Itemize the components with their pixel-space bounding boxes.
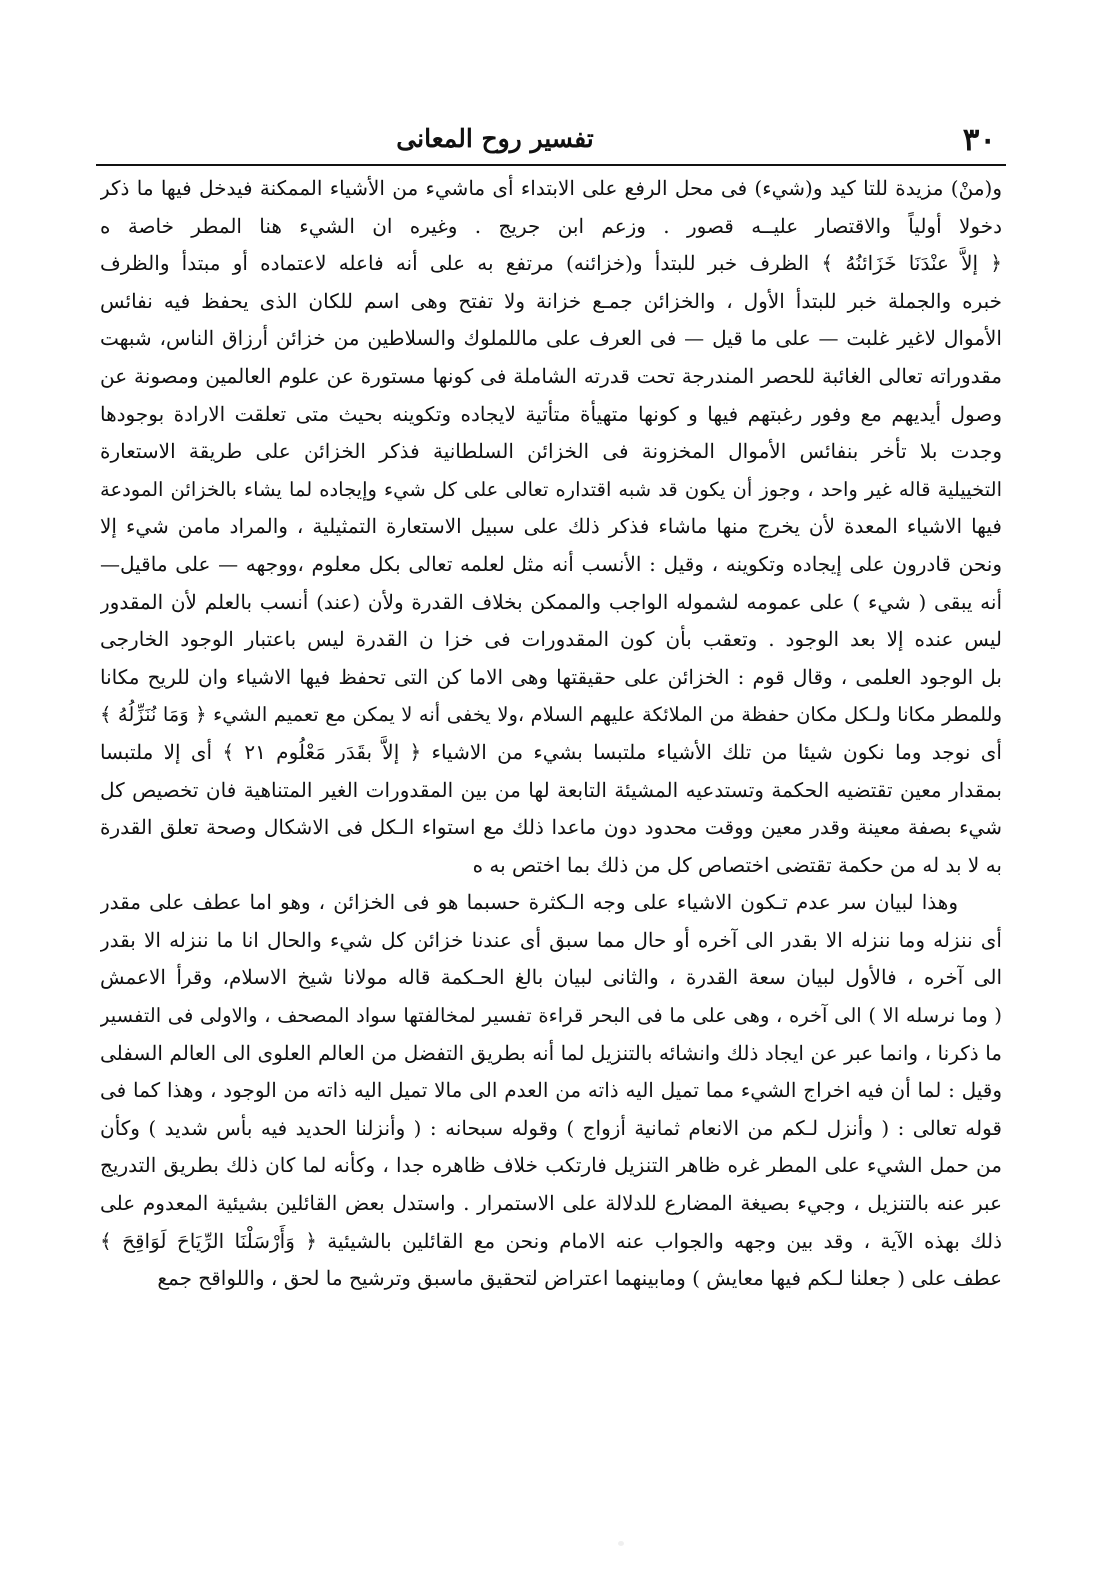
text-line: أى نوجد وما نكون شيئا من تلك الأشياء ملتبسا بشيء من الاشياء ﴿ إلاَّ بقَدَر مَعْلُوم ٢١ ﴾ أى إلا ملتبسا — [100, 739, 1002, 764]
text-line: أنه يبقى ( شيء ) على عمومه لشموله الواجب والممكن بخلاف القدرة ولأن (عند) أنسب بالعلم لأن المقدور — [100, 589, 1002, 614]
running-title: تفسير روح المعانى — [396, 124, 594, 153]
text-line: الأموال لاغير غلبت — على ما قيل — فى العرف على ماللملوك والسلاطين من خزائن أرزاق الناس، شبهت — [100, 326, 1002, 351]
text-line: دخولا أولياً والاقتصار عليــه قصور . وزعم ابن جريج . وغيره ان الشيء هنا المطر خاصة ه — [100, 213, 1002, 238]
page-number: ٣٠ — [962, 122, 996, 158]
text-line: وللمطر مكانا ولـكل مكان حفظة من الملائكة عليهم السلام ،ولا يخفى أنه لا يمكن مع تعميم الشيء ﴿ وَمَا نُنَزِّلُهُ ﴾ — [100, 703, 1002, 727]
text-line: ( وما نرسله الا ) الى آخره ، وهى على ما فى البحر قراءة تفسير لمخالفتها سواد المصحف ، والاولى فى التفسير — [100, 1004, 1002, 1028]
text-line: ذلك بهذه الآية ، وقد بين وجهه والجواب عنه الامام ونحن مع القائلين بالشيئية ﴿ وَأَرْسَلْنَا الرِّيَاحَ لَوَاقِحَ ﴾ — [100, 1228, 1002, 1253]
text-line: خبره والجملة خبر للبتدأ الأول ، والخزائن جمـع خزانة ولا تفتح وهى اسم للكان الذى يحفظ فيه نفائس — [100, 288, 1002, 313]
text-line: بمقدار معين تقتضيه الحكمة وتستدعيه المشيئة التابعة لها من بين المقدورات الغير المتناهية فان تخصيص كل — [100, 777, 1002, 802]
text-line: من حمل الشيء على المطر غره ظاهر التنزيل فارتكب خلاف ظاهره جدا ، وكأنه لما كان ذلك بطريق التدريج — [100, 1153, 1002, 1178]
text-line: مقدوراته تعالى الغائبة للحصر المندرجة تحت قدرته الشاملة فى كونها مستورة عن علوم العالمين ومصونة عن — [100, 363, 1002, 388]
text-line: فيها الاشياء المعدة لأن يخرج منها ماشاء فذكر ذلك على سبيل الاستعارة التمثيلية ، والمراد مامن شيء إلا — [100, 514, 1002, 539]
text-line: التخييلية قاله غير واحد ، وجوز أن يكون قد شبه اقتداره تعالى على كل شيء وإيجاده لما يشاء بالخزائن المودعة — [100, 477, 1002, 501]
text-line: الى آخره ، فالأول لبيان سعة القدرة ، والثانى لبيان بالغ الحـكمة قاله مولانا شيخ الاسلام، وقرأ الاعمش — [100, 965, 1002, 990]
paragraph — [100, 884, 1002, 1298]
text-line: ما ذكرنا ، وانما عبر عن ايجاد ذلك وانشائه بالتنزيل لما أنه بطريق التفضل من العالم العلوى الى العالم السفلى — [100, 1040, 1002, 1065]
text-line: عبر عنه بالتنزيل ، وجيء بصيغة المضارع للدلالة على الاستمرار . واستدل بعض القائلين بشيئية المعدوم على — [100, 1191, 1002, 1216]
text-line: ليس عنده إلا بعد الوجود . وتعقب بأن كون المقدورات فى خزا ن القدرة ليس باعتبار الوجود الخارجى — [100, 627, 1002, 652]
text-line: وهذا لبيان سر عدم تـكون الاشياء على وجه الـكثرة حسبما هو فى الخزائن ، وهو اما عطف على مقدر — [100, 890, 958, 915]
text-line: و(منْ) مزيدة للتا كيد و(شيء) فى محل الرفع على الابتداء أى ماشيء من الأشياء الممكنة فيدخل فيها ما ذكر — [100, 176, 1002, 200]
header-divider — [96, 164, 1006, 166]
text-line: وقيل : لما أن فيه اخراج الشيء مما تميل اليه ذاته من العدم الى مالا تميل اليه ذاته من الوجود ، وهذا كما فى — [100, 1078, 1002, 1103]
paper-spot — [618, 1541, 624, 1546]
text-line: به لا بد له من حكمة تقتضى اختصاص كل من ذلك بما اختص به ه — [472, 852, 1002, 877]
text-line: قوله تعالى : ( وأنزل لـكم من الانعام ثمانية أزواج ) وقوله سبحانه : ( وأنزلنا الحديد فيه بأس شديد ) وكأن — [100, 1115, 1002, 1140]
text-line: شيء بصفة معينة وقدر معين ووقت محدود دون ماعدا ذلك مع استواء الـكل فى الاشكال وصحة تعلق القدرة — [100, 815, 1002, 840]
text-line: أى ننزله وما ننزله الا بقدر الى آخره أو حال مما سبق أى عندنا خزائن كل شيء والحال انا ما ننزله الا بقدر — [100, 927, 1002, 952]
text-line: ونحن قادرون على إيجاده وتكوينه ، وقيل : الأنسب أنه مثل لعلمه تعالى بكل معلوم ،ووجهه — على ماقيل— — [100, 551, 1002, 576]
page-header — [98, 122, 996, 164]
body-text — [100, 170, 1002, 1298]
paragraph — [100, 170, 1002, 884]
text-line: ﴿ إلاَّ عنْدَنَا خَزَائنُهُ ﴾ الظرف خبر للبتدأ و(خزائنه) مرتفع به على أنه فاعله لاعتماده أو مبتدأ والظرف — [100, 251, 1002, 276]
text-line: وجدت بلا تأخر بنفائس الأموال المخزونة فى الخزائن السلطانية فذكر الخزائن على طريقة الاستعارة — [100, 439, 1002, 464]
text-line: وصول أيديهم مع وفور رغبتهم فيها و كونها متهيأة متأتية لايجاده وتكوينه بحيث متى تعلقت الارادة بوجودها — [100, 401, 1002, 426]
text-line: عطف على ( جعلنا لـكم فيها معايش ) ومابينهما اعتراض لتحقيق ماسبق وترشيح ما لحق ، واللواقح جمع — [157, 1266, 1002, 1291]
text-line: بل الوجود العلمى ، وقال قوم : الخزائن على حقيقتها وهى الاما كن التى تحفظ فيها الاشياء وان للريح مكانا — [100, 664, 1002, 689]
